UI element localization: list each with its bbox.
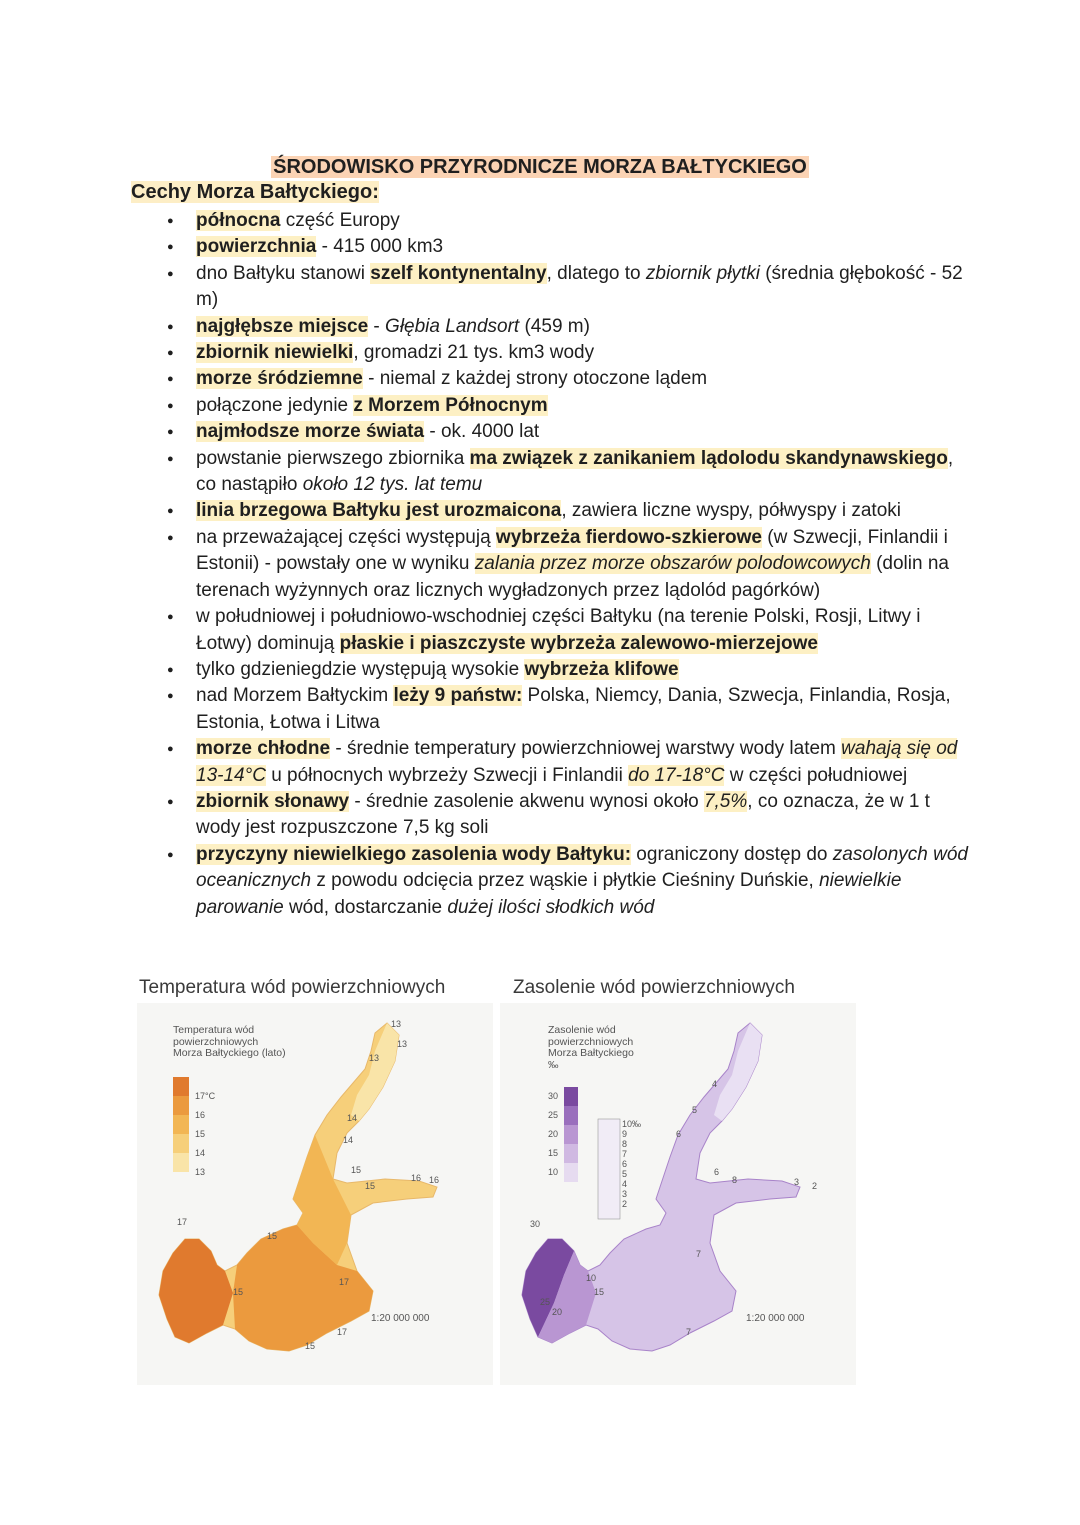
salinity-legend-swatch bbox=[564, 1125, 578, 1144]
salinity-legend-label: 20 bbox=[548, 1129, 559, 1139]
salinity-isohaline-label: 4 bbox=[712, 1079, 718, 1089]
temperature-legend-swatch bbox=[173, 1115, 189, 1134]
salinity-sub-scale bbox=[598, 1119, 620, 1219]
salinity-legend-label: 15 bbox=[548, 1148, 559, 1158]
list-item: ● na przeważającej części występują wybrzeża fierdowo-szkierowe (w Szwecji, Finlandii i Estonii) - powstały one w wyniku zalania przez morze obszarów polodowcowych (dolin na terenach wyżynnych oraz licznych wygładzonych przez lądolód pagórków) bbox=[131, 525, 971, 604]
salinity-map-graphic bbox=[500, 1003, 856, 1385]
salinity-legend-label: 30 bbox=[548, 1091, 559, 1101]
salinity-isohaline-label: 2 bbox=[812, 1181, 818, 1191]
feature-list bbox=[131, 208, 971, 921]
salinity-legend-swatch bbox=[564, 1087, 578, 1106]
salinity-sub-label: 10‰ bbox=[622, 1119, 642, 1129]
temperature-isotherm-label: 16 bbox=[411, 1173, 422, 1183]
temperature-isotherm-label: 14 bbox=[347, 1113, 358, 1123]
temperature-isotherm-label: 17 bbox=[339, 1277, 350, 1287]
temperature-isotherm-label: 14 bbox=[343, 1135, 354, 1145]
salinity-map bbox=[500, 1003, 856, 1385]
list-item: ● połączone jedynie z Morzem Północnym bbox=[131, 393, 971, 419]
temperature-isotherm-label: 15 bbox=[351, 1165, 362, 1175]
list-item: ● północna część Europy bbox=[131, 208, 971, 234]
temperature-isotherm-label: 13 bbox=[397, 1039, 408, 1049]
temperature-isotherm-label: 15 bbox=[233, 1287, 244, 1297]
salinity-isohaline-label: 5 bbox=[692, 1105, 698, 1115]
temperature-isotherm-label: 15 bbox=[267, 1231, 278, 1241]
temperature-legend-swatch bbox=[173, 1153, 189, 1172]
salinity-isohaline-label: 3 bbox=[794, 1177, 800, 1187]
salinity-isohaline-label: 6 bbox=[714, 1167, 720, 1177]
list-item: ● powstanie pierwszego zbiornika ma związek z zanikaniem lądolodu skandynawskiego, co nastąpiło około 12 tys. lat temu bbox=[131, 446, 971, 499]
list-item: ● przyczyny niewielkiego zasolenia wody Bałtyku: ograniczony dostęp do zasolonych wód oceanicznych z powodu odcięcia przez wąskie i płytkie Cieśniny Duńskie, niewielkie parowanie wód, dostarczanie dużej ilości słodkich wód bbox=[131, 842, 971, 921]
temperature-legend-title: Temperatura wód powierzchniowych Morza Bałtyckiego (lato) bbox=[173, 1024, 286, 1059]
salinity-sub-label: 9 bbox=[622, 1129, 628, 1139]
salinity-isohaline-label: 7 bbox=[686, 1327, 692, 1337]
salinity-legend-title: Zasolenie wód powierzchniowych Morza Bałtyckiego ‰ bbox=[548, 1024, 634, 1071]
list-item: ● dno Bałtyku stanowi szelf kontynentalny, dlatego to zbiornik płytki (średnia głębokość - 52 m) bbox=[131, 261, 971, 314]
salinity-sub-label: 2 bbox=[622, 1199, 628, 1209]
salinity-legend bbox=[548, 1087, 641, 1219]
temperature-legend-label: 14 bbox=[195, 1148, 206, 1158]
list-item: ● najmłodsze morze świata - ok. 4000 lat bbox=[131, 419, 971, 445]
baltic-sea-shape bbox=[522, 1023, 800, 1351]
temperature-legend-label: 15 bbox=[195, 1129, 206, 1139]
temperature-isotherm-label: 15 bbox=[305, 1341, 316, 1351]
salinity-isohaline-label: 30 bbox=[530, 1219, 541, 1229]
list-item: ● w południowej i południowo-wschodniej części Bałtyku (na terenie Polski, Rosji, Litwy i Łotwy) dominują płaskie i piaszczyste wybrzeża zalewowo-mierzejowe bbox=[131, 604, 971, 657]
list-item: ● powierzchnia - 415 000 km3 bbox=[131, 234, 971, 260]
list-item: ● najgłębsze miejsce - Głębia Landsort (459 m) bbox=[131, 314, 971, 340]
page-title: ŚRODOWISKO PRZYRODNICZE MORZA BAŁTYCKIEGO bbox=[273, 156, 807, 178]
temperature-legend-label: 16 bbox=[195, 1110, 206, 1120]
section-heading: Cechy Morza Bałtyckiego: bbox=[131, 181, 379, 203]
salinity-sub-label: 7 bbox=[622, 1149, 628, 1159]
temperature-legend-swatch bbox=[173, 1134, 189, 1153]
temperature-legend-swatch bbox=[173, 1077, 189, 1096]
temperature-isotherm-label: 17 bbox=[337, 1327, 348, 1337]
salinity-isohaline-label: 8 bbox=[732, 1175, 738, 1185]
salinity-sub-label: 4 bbox=[622, 1179, 628, 1189]
salinity-isohaline-label: 10 bbox=[586, 1273, 597, 1283]
list-item: ● tylko gdzieniegdzie występują wysokie wybrzeża klifowe bbox=[131, 657, 971, 683]
salinity-sub-label: 5 bbox=[622, 1169, 628, 1179]
temperature-map-scale: 1:20 000 000 bbox=[371, 1313, 430, 1324]
salinity-legend-label: 10 bbox=[548, 1167, 559, 1177]
salinity-legend-label: 25 bbox=[548, 1110, 559, 1120]
salinity-legend-swatch bbox=[564, 1106, 578, 1125]
temperature-isotherm-label: 13 bbox=[391, 1019, 402, 1029]
list-item: ● linia brzegowa Bałtyku jest urozmaicona, zawiera liczne wyspy, półwyspy i zatoki bbox=[131, 498, 971, 524]
salinity-map-scale: 1:20 000 000 bbox=[746, 1313, 805, 1324]
temperature-map-caption: Temperatura wód powierzchniowych bbox=[139, 977, 446, 998]
temperature-legend-label: 17°C bbox=[195, 1091, 216, 1101]
salinity-isohaline-label: 7 bbox=[696, 1249, 702, 1259]
salinity-isohaline-label: 25 bbox=[540, 1297, 551, 1307]
list-item: ● zbiornik słonawy - średnie zasolenie akwenu wynosi około 7,5%, co oznacza, że w 1 t wody jest rozpuszczone 7,5 kg soli bbox=[131, 789, 971, 842]
temperature-legend-swatch bbox=[173, 1096, 189, 1115]
salinity-isohaline-label: 15 bbox=[594, 1287, 605, 1297]
list-item: ● morze chłodne - średnie temperatury powierzchniowej warstwy wody latem wahają się od 13-14°C u północnych wybrzeży Szwecji i Finlandii do 17-18°C w części południowej bbox=[131, 736, 971, 789]
list-item: ● morze śródziemne - niemal z każdej strony otoczone lądem bbox=[131, 366, 971, 392]
temperature-isotherm-label: 17 bbox=[177, 1217, 188, 1227]
temperature-map-graphic bbox=[137, 1003, 493, 1385]
salinity-legend-swatch bbox=[564, 1163, 578, 1182]
salinity-sub-label: 8 bbox=[622, 1139, 628, 1149]
salinity-legend-swatch bbox=[564, 1144, 578, 1163]
temperature-isotherm-label: 16 bbox=[429, 1175, 440, 1185]
salinity-isohaline-label: 20 bbox=[552, 1307, 563, 1317]
temperature-legend bbox=[173, 1077, 216, 1177]
temperature-isotherm-label: 15 bbox=[365, 1181, 376, 1191]
baltic-sea-shape bbox=[159, 1023, 440, 1351]
temperature-isotherm-label: 13 bbox=[369, 1053, 380, 1063]
salinity-sub-label: 3 bbox=[622, 1189, 628, 1199]
salinity-map-caption: Zasolenie wód powierzchniowych bbox=[513, 977, 795, 998]
list-item: ● nad Morzem Bałtyckim leży 9 państw: Polska, Niemcy, Dania, Szwecja, Finlandia, Rosja, Estonia, Łotwa i Litwa bbox=[131, 683, 971, 736]
temperature-legend-label: 13 bbox=[195, 1167, 206, 1177]
temperature-map bbox=[137, 1003, 493, 1385]
salinity-isohaline-label: 6 bbox=[676, 1129, 682, 1139]
salinity-sub-label: 6 bbox=[622, 1159, 628, 1169]
list-item: ● zbiornik niewielki, gromadzi 21 tys. km3 wody bbox=[131, 340, 971, 366]
